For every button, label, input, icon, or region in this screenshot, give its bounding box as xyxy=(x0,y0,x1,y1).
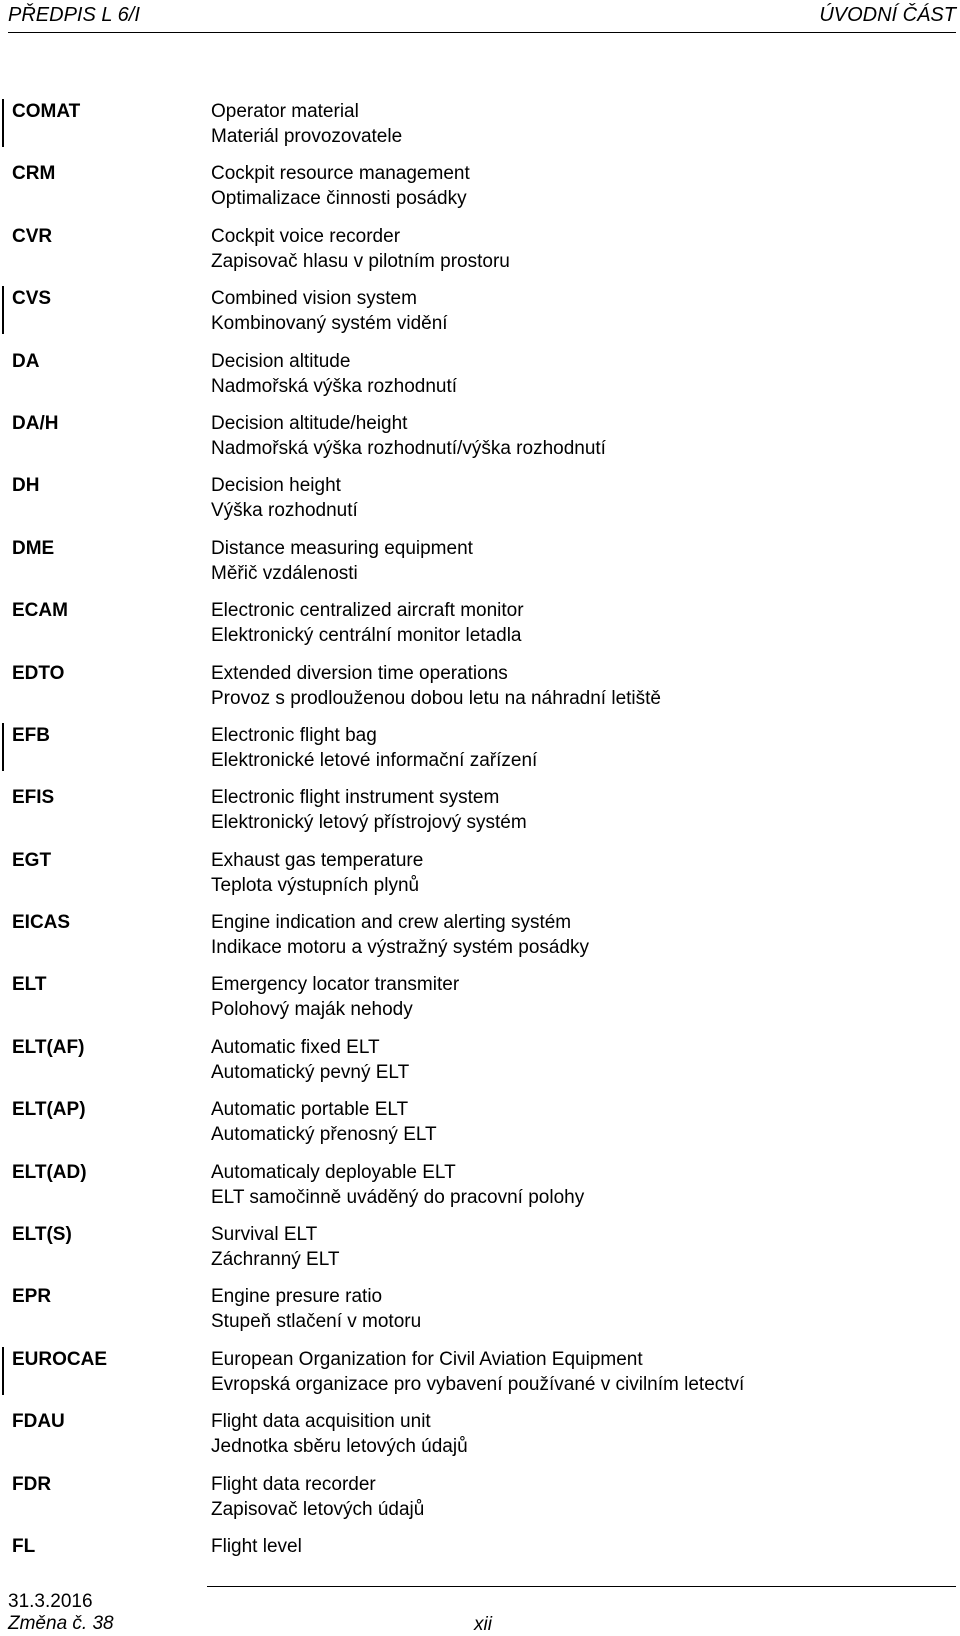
definition-czech: Elektronické letové informační zařízení xyxy=(211,749,538,771)
definition-english: Flight data acquisition unit xyxy=(211,1411,431,1433)
revision-change-bar xyxy=(2,286,4,334)
definition-czech: Elektronický letový přístrojový systém xyxy=(211,812,527,834)
abbreviation-term: FDAU xyxy=(12,1411,65,1433)
definition-english: European Organization for Civil Aviation Equipment xyxy=(211,1348,643,1370)
abbreviation-entry xyxy=(0,1534,960,1596)
abbreviation-definition xyxy=(211,1347,744,1397)
definition-english: Decision altitude xyxy=(211,350,351,372)
abbreviation-term: FDR xyxy=(12,1473,52,1495)
definition-czech: Stupeň stlačení v motoru xyxy=(211,1311,422,1333)
definition-english: Exhaust gas temperature xyxy=(211,849,424,871)
definition-czech: Záchranný ELT xyxy=(211,1249,340,1271)
abbreviation-term: EUROCAE xyxy=(12,1348,108,1370)
abbreviation-list xyxy=(0,99,960,1596)
definition-english: Operator material xyxy=(211,101,359,122)
abbreviation-definition xyxy=(211,286,448,336)
abbreviation-entry xyxy=(0,785,960,847)
abbreviation-definition xyxy=(211,1160,584,1210)
definition-english: Engine indication and crew alerting systém xyxy=(211,912,572,934)
abbreviation-term: DH xyxy=(12,475,40,497)
abbreviation-term: EDTO xyxy=(12,662,65,684)
abbreviation-term: ELT(AD) xyxy=(12,1161,87,1183)
definition-english: Flight level xyxy=(211,1535,302,1557)
definition-czech: Materiál provozovatele xyxy=(211,126,403,147)
definition-english: Flight data recorder xyxy=(211,1473,376,1495)
definition-czech: ELT samočinně uváděný do pracovní polohy xyxy=(211,1186,585,1208)
definition-english: Survival ELT xyxy=(211,1224,318,1246)
definition-english: Automaticaly deployable ELT xyxy=(211,1161,456,1183)
header-section-title: ÚVODNÍ ČÁST xyxy=(819,4,956,26)
definition-english: Engine presure ratio xyxy=(211,1286,383,1308)
abbreviation-entry xyxy=(0,1347,960,1409)
definition-english: Distance measuring equipment xyxy=(211,537,473,559)
definition-english: Decision height xyxy=(211,475,341,497)
definition-english: Electronic centralized aircraft monitor xyxy=(211,600,524,622)
definition-english: Electronic flight instrument system xyxy=(211,787,500,809)
abbreviation-definition xyxy=(211,723,537,773)
page-header xyxy=(8,4,956,33)
abbreviation-entry xyxy=(0,99,960,161)
abbreviation-entry xyxy=(0,848,960,910)
abbreviation-definition xyxy=(211,536,473,586)
definition-czech: Zapisovač hlasu v pilotním prostoru xyxy=(211,250,510,272)
abbreviation-term: DA xyxy=(12,350,40,372)
abbreviation-entry xyxy=(0,1035,960,1097)
abbreviation-entry xyxy=(0,1284,960,1346)
definition-czech: Výška rozhodnutí xyxy=(211,500,358,522)
definition-czech: Evropská organizace pro vybavení používané v civilním letectví xyxy=(211,1373,745,1395)
abbreviation-term: ECAM xyxy=(12,600,68,622)
definition-czech: Provoz s prodlouženou dobou letu na náhradní letiště xyxy=(211,687,661,709)
abbreviation-entry xyxy=(0,661,960,723)
abbreviation-term: EGT xyxy=(12,849,52,871)
definition-english: Electronic flight bag xyxy=(211,724,377,746)
definition-czech: Kombinovaný systém vidění xyxy=(211,313,448,335)
definition-english: Cockpit voice recorder xyxy=(211,225,401,247)
footer-divider xyxy=(207,1586,956,1587)
abbreviation-definition xyxy=(211,161,470,211)
abbreviation-definition xyxy=(211,411,606,461)
abbreviation-definition xyxy=(211,473,358,523)
definition-czech: Automatický přenosný ELT xyxy=(211,1124,437,1146)
footer-change-number: Změna č. 38 xyxy=(8,1613,114,1634)
abbreviation-entry xyxy=(0,411,960,473)
abbreviation-definition xyxy=(211,349,457,399)
footer-date: 31.3.2016 xyxy=(8,1591,93,1612)
abbreviation-definition xyxy=(211,1097,437,1147)
abbreviation-definition xyxy=(211,785,527,835)
abbreviation-entry xyxy=(0,161,960,223)
abbreviation-definition xyxy=(211,1284,421,1334)
abbreviation-definition xyxy=(211,661,661,711)
abbreviation-term: ELT(S) xyxy=(12,1224,72,1246)
definition-english: Decision altitude/height xyxy=(211,412,408,434)
abbreviation-definition xyxy=(211,224,510,274)
abbreviation-term: DA/H xyxy=(12,412,59,434)
abbreviation-term: DME xyxy=(12,537,55,559)
abbreviation-term: ELT(AP) xyxy=(12,1099,86,1121)
abbreviation-entry xyxy=(0,598,960,660)
definition-czech: Jednotka sběru letových údajů xyxy=(211,1436,468,1458)
definition-czech: Indikace motoru a výstražný systém posádky xyxy=(211,937,590,959)
abbreviation-definition xyxy=(211,910,589,960)
abbreviation-definition xyxy=(211,1035,409,1085)
abbreviation-definition xyxy=(211,1472,424,1522)
abbreviation-definition xyxy=(211,848,423,898)
abbreviation-definition xyxy=(211,598,524,648)
revision-change-bar xyxy=(2,1347,4,1395)
abbreviation-term: EICAS xyxy=(12,912,71,934)
abbreviation-entry xyxy=(0,1472,960,1534)
abbreviation-definition xyxy=(211,1534,302,1559)
abbreviation-term: EPR xyxy=(12,1286,52,1308)
abbreviation-entry xyxy=(0,1409,960,1471)
abbreviation-term: COMAT xyxy=(12,101,81,122)
abbreviation-term: FL xyxy=(12,1535,36,1557)
definition-english: Automatic fixed ELT xyxy=(211,1036,380,1058)
abbreviation-entry xyxy=(0,286,960,348)
definition-czech: Nadmořská výška rozhodnutí xyxy=(211,375,458,397)
definition-english: Automatic portable ELT xyxy=(211,1099,409,1121)
abbreviation-term: CRM xyxy=(12,163,56,185)
definition-english: Combined vision system xyxy=(211,288,417,310)
definition-english: Emergency locator transmiter xyxy=(211,974,460,996)
definition-czech: Nadmořská výška rozhodnutí/výška rozhodnutí xyxy=(211,437,606,459)
abbreviation-entry xyxy=(0,349,960,411)
definition-czech: Teplota výstupních plynů xyxy=(211,874,420,896)
abbreviation-definition xyxy=(211,1409,468,1459)
abbreviation-entry xyxy=(0,224,960,286)
abbreviation-term: EFIS xyxy=(12,787,55,809)
definition-czech: Automatický pevný ELT xyxy=(211,1061,410,1083)
abbreviation-entry xyxy=(0,910,960,972)
abbreviation-entry xyxy=(0,723,960,785)
definition-czech: Elektronický centrální monitor letadla xyxy=(211,625,522,647)
definition-english: Cockpit resource management xyxy=(211,163,470,185)
abbreviation-definition xyxy=(211,972,459,1022)
abbreviation-definition xyxy=(211,1222,339,1272)
revision-change-bar xyxy=(2,99,4,147)
abbreviation-entry xyxy=(0,536,960,598)
abbreviation-entry xyxy=(0,1222,960,1284)
abbreviation-entry xyxy=(0,473,960,535)
page-number: xii xyxy=(474,1614,492,1635)
abbreviation-term: EFB xyxy=(12,724,50,746)
revision-change-bar xyxy=(2,723,4,771)
abbreviation-term: ELT xyxy=(12,974,47,996)
definition-czech: Měřič vzdálenosti xyxy=(211,562,358,584)
definition-czech: Polohový maják nehody xyxy=(211,999,413,1021)
abbreviation-entry xyxy=(0,1160,960,1222)
page-footer xyxy=(8,1591,114,1635)
definition-czech: Optimalizace činnosti posádky xyxy=(211,188,467,210)
abbreviation-entry xyxy=(0,972,960,1034)
abbreviation-term: ELT(AF) xyxy=(12,1036,85,1058)
definition-english: Extended diversion time operations xyxy=(211,662,508,684)
abbreviation-definition xyxy=(211,99,402,149)
abbreviation-term: CVR xyxy=(12,225,53,247)
abbreviation-entry xyxy=(0,1097,960,1159)
header-document-title: PŘEDPIS L 6/I xyxy=(8,4,140,26)
definition-czech: Zapisovač letových údajů xyxy=(211,1498,425,1520)
abbreviation-term: CVS xyxy=(12,288,52,310)
